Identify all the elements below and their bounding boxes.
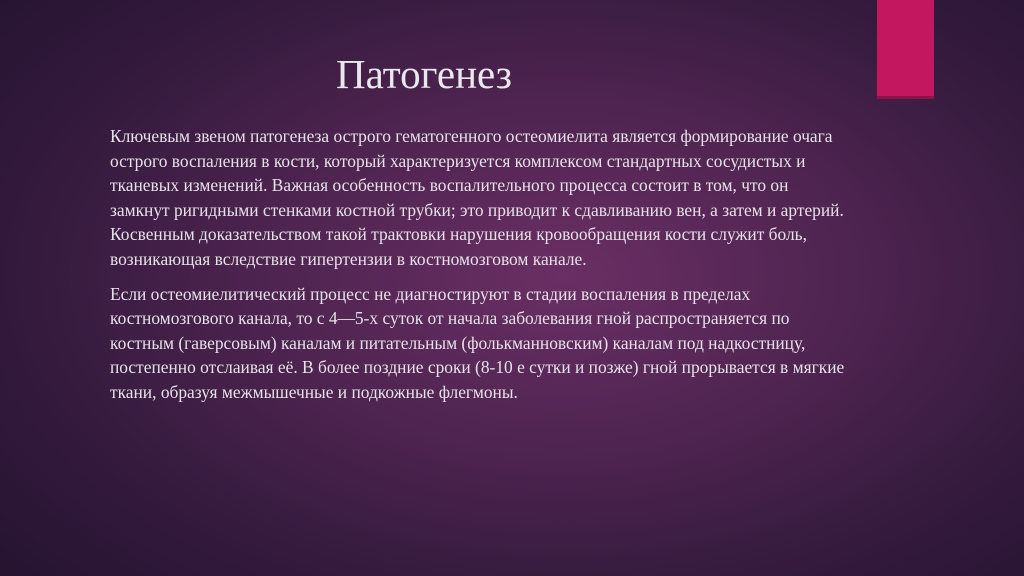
slide-title: Патогенез bbox=[336, 51, 512, 97]
accent-bar bbox=[877, 0, 934, 96]
paragraph-pathogenesis-mechanism: Ключевым звеном патогенеза острого гематогенного остеомиелита является формирование очага острого воспаления в кости, который характеризуется комплексом стандартных сосудистых и тканевых изменений. Важная особенность воспалительного процесса состоит в том, что он замкнут ригидными стенками костной трубки; это приводит к сдавливанию вен, а затем и артерий. Косвенным доказательством такой трактовки нарушения кровообращения кости служит боль, возникающая вследствие гипертензии в костномозговом канале. bbox=[110, 126, 844, 269]
accent-bar-shadow bbox=[877, 96, 934, 99]
slide-body bbox=[110, 124, 850, 415]
paragraph-pus-spread: Если остеомиелитический процесс не диагностируют в стадии воспаления в пределах костномозгового канала, то с 4—5-х суток от начала заболевания гной распространяется по костным (гаверсовым) каналам и питательным (фолькманновским) каналам под надкостницу, постепенно отслаивая её. В более поздние сроки (8-10 е сутки и позже) гной прорывается в мягкие ткани, образуя межмышечные и подкожные флегмоны. bbox=[110, 283, 845, 402]
